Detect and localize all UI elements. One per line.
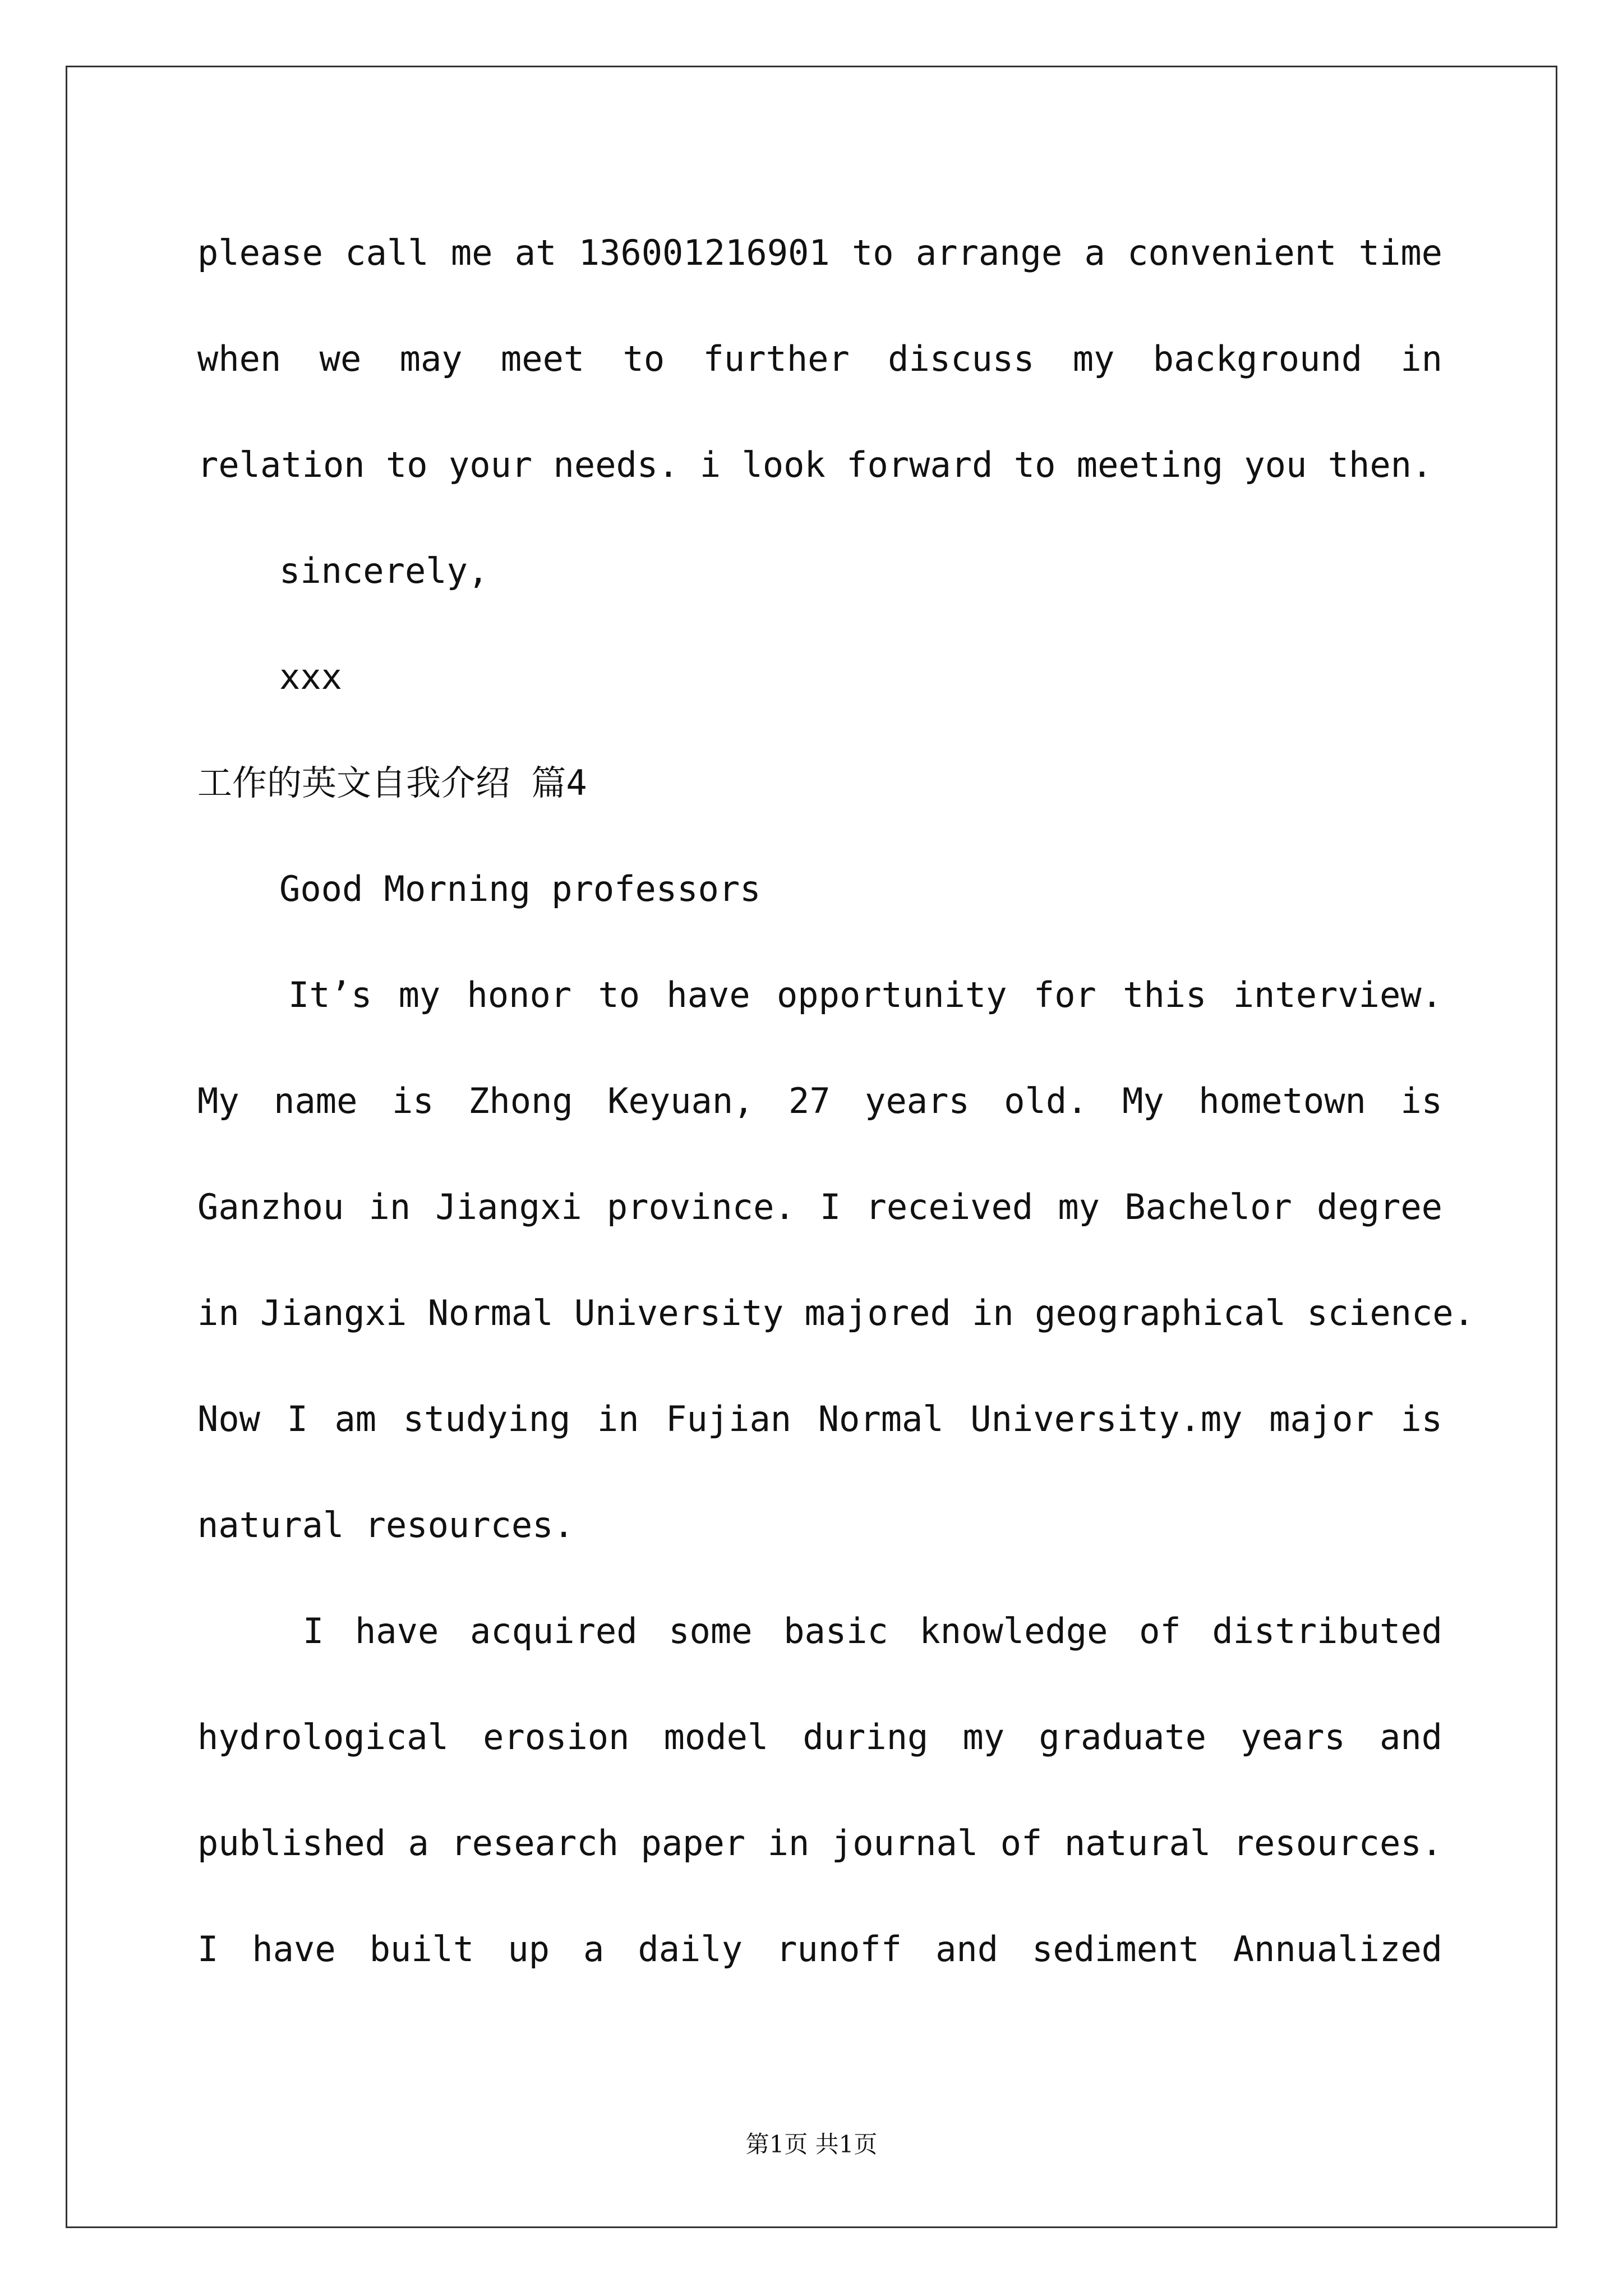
text-line-14: I have acquired some basic knowledge of distributed [303, 1611, 1442, 1651]
text-line-15: hydrological erosion model during my graduate years and [197, 1717, 1442, 1757]
text-line-12: Now I am studying in Fujian Normal University.my major is [197, 1398, 1442, 1439]
text-line-1: please call me at 136001216901 to arrange a convenient time [197, 232, 1442, 273]
text-line-9: My name is Zhong Keyuan, 27 years old. My hometown is [197, 1080, 1442, 1121]
text-line-5: xxx [279, 656, 342, 697]
text-line-4: sincerely, [279, 550, 489, 591]
page-border [66, 66, 1557, 2228]
text-line-3: relation to your needs. i look forward to meeting you then. [197, 444, 1433, 485]
text-line-10: Ganzhou in Jiangxi province. I received my Bachelor degree [197, 1186, 1442, 1227]
text-line-7: Good Morning professors [279, 868, 761, 909]
page-number-footer: 第1页 共1页 [745, 2131, 878, 2158]
text-line-13: natural resources. [197, 1504, 574, 1545]
text-line-11: in Jiangxi Normal University majored in geographical science. [197, 1292, 1474, 1333]
text-line-8: It’s my honor to have opportunity for this interview. [288, 974, 1442, 1015]
text-line-17: I have built up a daily runoff and sediment Annualized [197, 1929, 1442, 1970]
section-heading: 工作的英文自我介绍 篇4 [197, 762, 587, 803]
text-line-2: when we may meet to further discuss my background in [197, 338, 1442, 379]
text-line-16: published a research paper in journal of natural resources. [197, 1823, 1442, 1864]
